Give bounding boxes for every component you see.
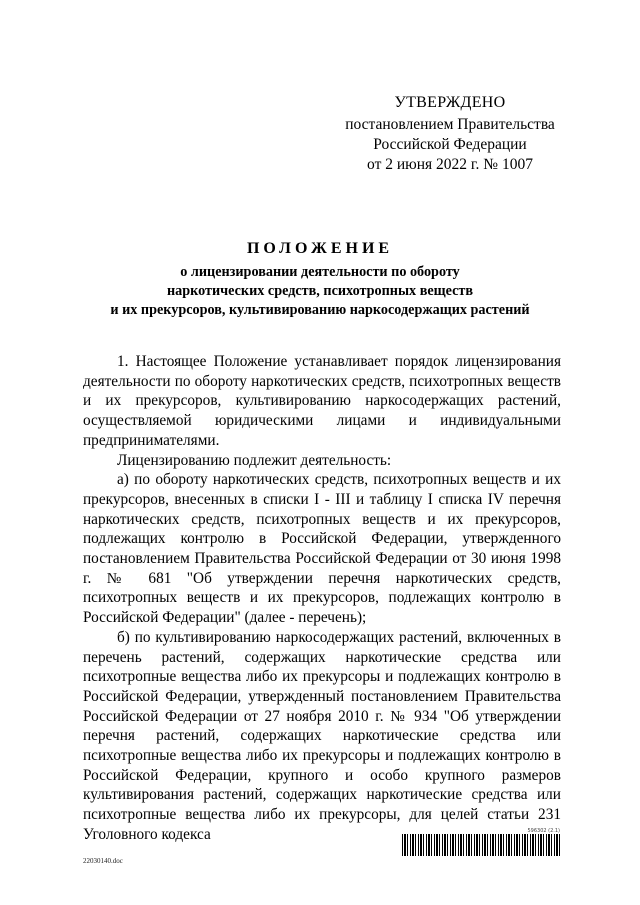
paragraph: б) по культивированию наркосодержащих растений, включенных в перечень растений, содержащих наркотические средства или психотропные вещества либо их прекурсоры и подлежащих контролю в Российской Федерации, утвержденный постановлением Правительства Российской Федерации от 27 ноября 2010 г. № 934 "Об утверждении перечня растений, содержащих наркотические средства или психотропные вещества либо их прекурсоры и подлежащих контролю в Российской Федерации, крупного и особо крупного размеров культивирования растений, содержащих наркотические средства или психотропные вещества либо их прекурсоры, для целей статьи 231 Уголовного кодекса — [83, 628, 561, 843]
approval-date: от 2 июня 2022 г. № 1007 — [367, 156, 533, 173]
footer-filename: 22030140.doc — [83, 857, 123, 865]
document-title: ПОЛОЖЕНИЕ — [246, 240, 394, 257]
document-subtitle — [60, 263, 580, 320]
approval-line: постановлением Правительства — [345, 116, 555, 133]
paragraph: а) по обороту наркотических средств, психотропных веществ и их прекурсоров, внесенных в списки I - III и таблицу I списка IV перечня наркотических средств, психотропных веществ и их прекурсоров, подлежащих контролю в Российской Федерации, утвержденного постановлением Правительства Российской Федерации от 30 июня 1998 г. № 681 "Об утверждении перечня наркотических средств, психотропных веществ и их прекурсоров, подлежащих контролю в Российской Федерации" (далее - перечень); — [83, 471, 561, 627]
approval-line: Российской Федерации — [373, 136, 527, 153]
subtitle-line: и их прекурсоров, культивированию наркосодержащих растений — [110, 302, 530, 318]
approval-stamp — [340, 93, 560, 175]
paragraph: 1. Настоящее Положение устанавливает порядок лицензирования деятельности по обороту наркотических средств, психотропных веществ и их прекурсоров, культивированию наркосодержащих растений, осуществляемой юридическими лицами и индивидуальными предпринимателями. — [83, 353, 561, 449]
subtitle-line: наркотических средств, психотропных веществ — [166, 283, 474, 299]
barcode-image — [402, 834, 560, 856]
subtitle-line: о лицензировании деятельности по обороту — [180, 264, 460, 280]
paragraph: Лицензированию подлежит деятельность: — [117, 451, 392, 469]
barcode-number: 596302 (2.1) — [527, 828, 560, 834]
approval-heading: УТВЕРЖДЕНО — [394, 94, 506, 111]
document-body — [83, 352, 561, 845]
